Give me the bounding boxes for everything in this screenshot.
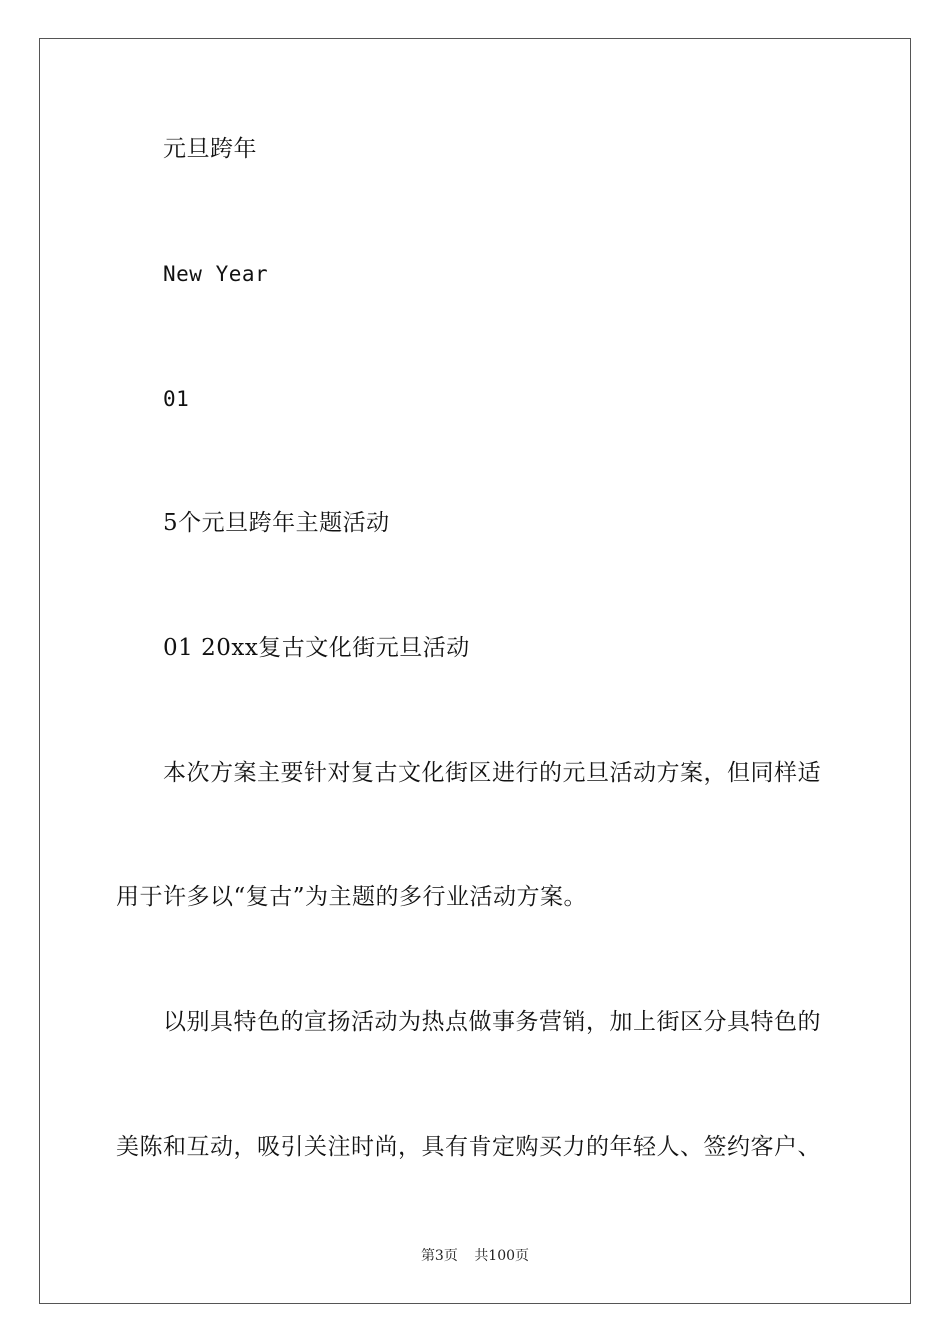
page-border xyxy=(39,38,911,1304)
heading-line: 元旦跨年 xyxy=(163,136,257,162)
section-number: 01 xyxy=(163,387,190,411)
page-number-total: 共100页 xyxy=(474,1248,530,1264)
subsection-title: 01 20xx复古文化街元旦活动 xyxy=(163,635,470,661)
page-footer xyxy=(0,1246,950,1266)
paragraph-line: 本次方案主要针对复古文化街区进行的元旦活动方案，但同样适 xyxy=(163,760,821,786)
paragraph-line: 以别具特色的宣扬活动为热点做事务营销，加上街区分具特色的 xyxy=(163,1009,821,1035)
paragraph-line: 美陈和互动，吸引关注时尚，具有肯定购买力的年轻人、签约客户、 xyxy=(116,1134,821,1160)
paragraph-line: 用于许多以“复古”为主题的多行业活动方案。 xyxy=(116,884,588,910)
section-title: 5个元旦跨年主题活动 xyxy=(163,510,390,536)
heading-english: New Year xyxy=(163,262,269,286)
page-number-current: 第3页 xyxy=(420,1248,458,1264)
